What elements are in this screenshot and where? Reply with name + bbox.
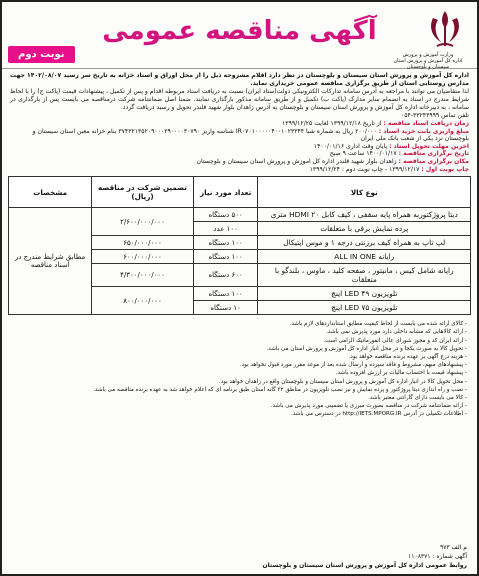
col-header-guarantee: تضمین شرکت در مناقصه (ریال) (92, 177, 194, 208)
item-name: تلویزیون LED ۷۵ اینچ (258, 301, 471, 315)
info-label: چاپ نوبت اول : (421, 165, 469, 173)
org-line: اداره کل آموزش و پرورش استان (393, 58, 463, 64)
col-header-item: نوع کالا (258, 177, 471, 208)
info-row (10, 166, 469, 174)
info-label: مبلغ واریزی بابت خرید اسناد : (378, 127, 469, 135)
notice-title: آگهی مناقصه عمومی (102, 16, 377, 46)
info-row (10, 120, 469, 128)
note-item: - کالای ارائه شده می بایست از لحاظ کیفیت مطابق استانداردهای لازم باشد. (289, 321, 467, 328)
info-value: زاهدان بلوار شهید قلندر اداره کل آموزش و پرورش استان سیستان و بلوچستان (196, 157, 397, 165)
round-badge: نوبت دوم (8, 46, 75, 63)
note-item: - پیشنهادهای مبهم، مشروط و فاقد سپرده و ارسال شده بعد از موعد مقرر مورد قبول نخواهد بود. (239, 362, 467, 369)
item-guarantee: ۶۵۰/۰۰۰/۰۰۰ (92, 236, 194, 250)
ad-code: م الف ۹۷۳ (440, 544, 467, 551)
info-value: پایان وقت اداری ۱۴۰۰/۰۱/۱۶ (313, 142, 388, 150)
item-name: تلویزیون LED ۴۹ اینچ (258, 287, 471, 301)
info-label: مکان برگزاری مناقصه : (398, 157, 469, 165)
note-item: - محل تحویل کالا در انبار اداره کل آموزش و پرورش استان سیستان و بلوچستان واقع در زاهدان خواهد بود. (218, 378, 467, 385)
col-header-specs: مشخصات (9, 177, 92, 208)
info-value: از تاریخ ۱۳۹۹/۱۲/۱۸ لغایت ۱۳۹۹/۱۲/۲۵ (282, 120, 382, 127)
note-item: - نصب و راه اندازی دیتا پروژکتور و پرده نمایش و نیز نصب تلویزیون در مناطق ۳۲ گانه استان طبق برنامه ای که اعلام خواهد شد به عهده برنده مناقصه می باشد. (93, 386, 467, 393)
intro-line: اداره کل آموزش و پرورش استان سیستان و بلوچستان در نظر دارد اقلام مشروحه ذیل را از محل اوراق و اسناد خزانه به تاریخ سر رسید ۱۴۰۲/۰۸/۰۷ جهت مدارس روستایی استان از طریق برگزاری مناقصه عمومی خریداری نماید. (10, 72, 469, 87)
item-qty: ۱۰۰ دستگاه (193, 287, 258, 301)
org-line: سیستان و بلوچستان (406, 64, 450, 70)
col-header-qty: تعداد مورد نیاز (193, 177, 258, 208)
item-qty: ۱۰۰ دستگاه (193, 250, 258, 264)
note-item: - هزینه درج آگهی بر عهده برنده مناقصه خواهد بود. (348, 353, 467, 360)
item-name: لپ تاپ به همراه کیف برزنتی درجه ۱ و موس اپتیکال (258, 236, 471, 250)
signature: روابط عمومی اداره کل آموزش و پرورش استان سیستان و بلوچستان (262, 562, 467, 569)
item-qty: ۱۰۰ دستگاه (193, 236, 258, 250)
item-qty: ۵۰۰ دستگاه (193, 208, 258, 222)
item-name: پرده نمایش برقی با متعلقات (258, 222, 471, 236)
info-row (10, 128, 469, 143)
item-name: رایانه ALL IN ONE (258, 250, 471, 264)
contact-phone: تلفن تماس ۳۳۲۴۳۹۹۹-۰۵۴ (400, 112, 469, 119)
info-row (10, 143, 469, 151)
note-item: - ارائه ایران کد و مجوز شورای عالی انفورماتیک الزامی است. (323, 337, 467, 344)
note-item: - ارائه کالاهایی که مشابه داخلی دارد مورد پذیرش نمی باشد. (326, 329, 467, 336)
organization-name (383, 52, 473, 70)
note-item: - اطلاعات تکمیلی در آدرس http://IETS.MPORG.IR در دسترس می باشد. (290, 411, 467, 418)
notice-footer (12, 543, 467, 570)
info-row (10, 150, 469, 158)
items-table (8, 176, 471, 315)
item-qty: ۶۰۰ دستگاه (193, 264, 258, 287)
intro-text (2, 69, 477, 120)
info-label: تاریخ برگزاری مناقصه : (398, 150, 469, 158)
note-item: - کالا می بایست دارای گارانتی معتبر باشد. (367, 394, 467, 401)
note-item: - پیشنهاد قیمت با احتساب مالیات بر ارزش افزوده باشد. (335, 370, 467, 377)
info-label: آخرین مهلت تحویل اسناد : (389, 142, 469, 150)
org-line: وزارت آموزش و پرورش (402, 52, 454, 58)
item-guarantee: ۲/۶۰۰/۰۰۰/۰۰۰ (92, 208, 194, 236)
item-guarantee: ۸۰۰/۰۰۰/۰۰۰ (92, 287, 194, 315)
item-name: دیتا پروژکتوربه همراه پایه سقفی ، کیف کابل HDMI ۲۰ متری (258, 208, 471, 222)
table-row (9, 208, 471, 222)
ad-number: آگهی شماره : ۱۱۰۸۳۷۱ (408, 553, 467, 560)
item-qty: ۱۰ دستگاه (193, 301, 258, 315)
item-qty: ۱۰۰ عدد (193, 222, 258, 236)
info-value: ۲۰۰/۰۰۰ ریال به شماره شبا IR۰۷۰۱۰۰۰۰۰۴۰۰۱۰۲۳۳۴۴ شناسه واریز ۳۷۴۳۲۱۳۵۲۰۹۰۰۰۲۹۰۰۰۰۳۰۷۹۰ بنام خزانه معین استان سیستان و بلوچستان نزد یکی از شعب بانک ملی ایران (32, 127, 469, 143)
item-guarantee: ۴/۳۰۰/۰۰۰/۰۰۰ (92, 264, 194, 287)
info-label: زمان دریافت اسناد مناقصه : (383, 120, 469, 127)
info-value: ۱۳۹۹/۱۲/۱۷ - چاپ نوبت دوم : ۱۳۹۹/۱۲/۲۴ (309, 165, 420, 173)
tender-info (2, 120, 477, 173)
note-item: - تحویل کالا به صورت یکجا و در محل انبار اداره کل آموزش و پرورش استان می باشد. (266, 345, 467, 352)
table-header-row (9, 177, 471, 208)
note-item: - ارائه ضمانتنامه شرکت در مناقصه بصورت مبرزی یا تضمینی مورد پذیرش می باشد. (270, 403, 467, 410)
notes-list (2, 315, 477, 418)
info-value: ۱۴۰۰/۰۱/۱۷ ساعت ۹ صبح (329, 150, 397, 158)
info-row (10, 158, 469, 166)
item-guarantee: ۶۰۰/۰۰۰/۰۰۰ (92, 250, 194, 264)
intro-line: لذا متقاضیان می توانند با مراجعه به آدرس سامانه تدارکات الکترونیکی دولت(ستاد ایران) نسبت به دریافت اسناد مربوطه اقدام و پس از تکمیل ، پیشنهادات قیمت (پاکت ج) را با لحاظ شرایط مندرج در اسناد به انضمام سایر مدارک (پاکت ب) تکمیل و از طریق سامانه مذکور بارگذاری نمایند. ضمنا اصل ضمانتنامه شرکت درمناقصه می بایست پس از بارگذاری در سامانه ، به دبیرخانه اداره کل آموزش و پرورش استان سیستان و بلوچستان به آدرس زاهدان بلوار شهید قلندر تحویل و رسید دریافت گردد. (10, 88, 469, 111)
item-specs: مطابق شرایط مندرج در اسناد مناقصه (9, 208, 92, 315)
item-name: رایانه شامل کیس ، مانیتور ، صفحه کلید ، ماوس ، بلندگو با متعلقات (258, 264, 471, 287)
notice-header (2, 2, 477, 69)
